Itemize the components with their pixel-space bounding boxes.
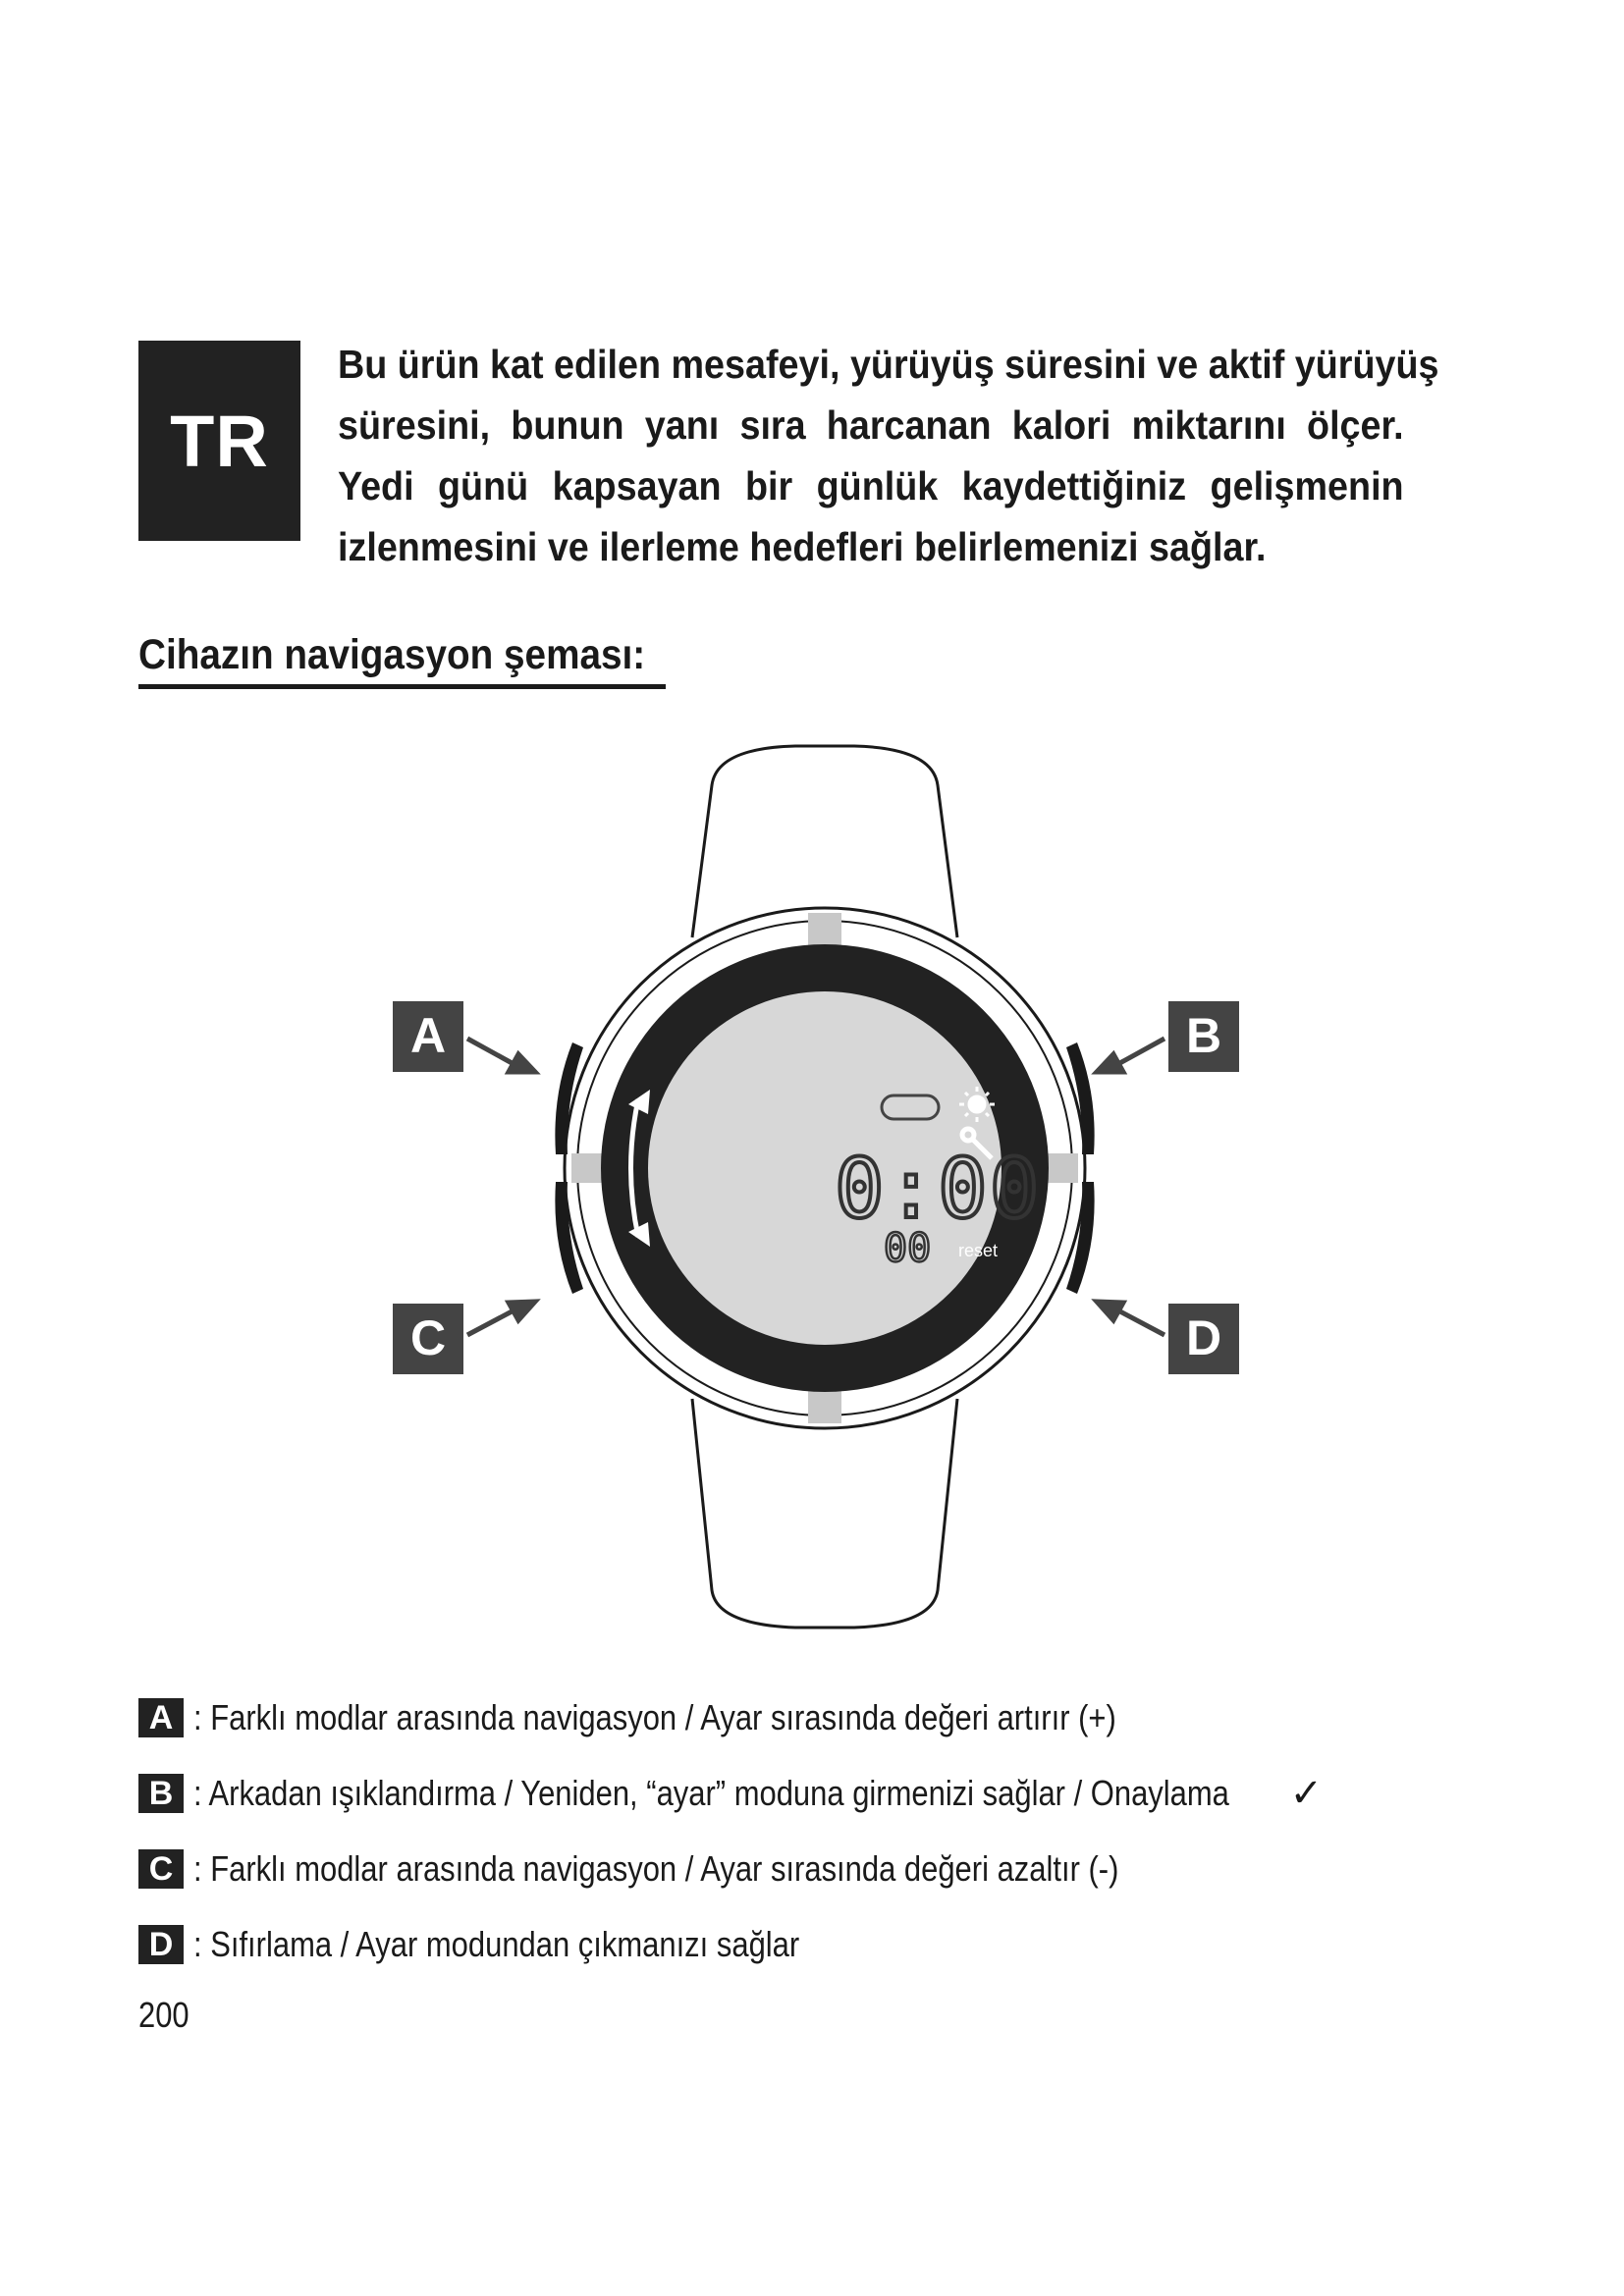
section-underline [138,684,666,689]
section-title: Cihazın navigasyon şeması: [138,631,646,678]
legend-text-d: : Sıfırlama / Ayar modundan çıkmanızı sağlar [193,1924,800,1964]
display-time: 0:00 [835,1141,1042,1237]
label-a-text: A [409,1008,447,1063]
label-a [393,1001,463,1072]
intro-line: süresini, bunun yanı sıra harcanan kalori miktarını ölçer. [338,402,1404,448]
legend-key-d: D [138,1925,184,1964]
watch-strap-bottom [692,1399,957,1628]
legend-item-a [138,1693,1267,1742]
intro-paragraph [338,334,1439,577]
label-d [1168,1304,1239,1374]
case-marker-bottom [808,1390,841,1423]
intro-line: Bu ürün kat edilen mesafeyi, yürüyüş süresini ve aktif yürüyüş [338,342,1439,387]
page-number: 200 [138,1995,189,2035]
arrow-c [467,1302,535,1335]
intro-line: izlenmesini ve ilerleme hedefleri belirlemenizi sağlar. [338,524,1267,569]
language-tag: TR [138,341,300,541]
case-marker-right [1045,1153,1078,1183]
legend-text-b: : Arkadan ışıklandırma / Yeniden, “ayar” moduna girmenizi sağlar / Onaylama [193,1773,1229,1813]
case-marker-top [808,913,841,946]
legend-key-c: C [138,1849,184,1889]
arrow-b [1097,1039,1164,1072]
arrow-d [1097,1302,1164,1335]
legend-item-b [138,1769,1323,1818]
legend-text-a: : Farklı modlar arasında navigasyon / Ayar sırasında değeri artırır (+) [193,1697,1116,1737]
case-marker-left [571,1153,605,1183]
watch-navigation-diagram [373,726,1276,1669]
legend-key-a: A [138,1698,184,1737]
legend-key-b: B [138,1774,184,1813]
label-c-text: C [409,1310,447,1365]
check-icon: ✓ [1289,1772,1324,1815]
legend-text-c: : Farklı modlar arasında navigasyon / Ayar sırasında değeri azaltır (-) [193,1848,1119,1889]
arrow-a [467,1039,535,1072]
label-c [393,1304,463,1374]
legend-item-c [138,1844,1270,1894]
label-d-text: D [1185,1310,1222,1365]
legend-item-d [138,1920,898,1969]
label-b [1168,1001,1239,1072]
label-b-text: B [1185,1008,1222,1063]
display-seconds: 00 [884,1226,932,1271]
reset-label: reset [958,1241,999,1260]
intro-line: Yedi günü kapsayan bir günlük kaydettiğiniz gelişmenin [338,463,1404,508]
